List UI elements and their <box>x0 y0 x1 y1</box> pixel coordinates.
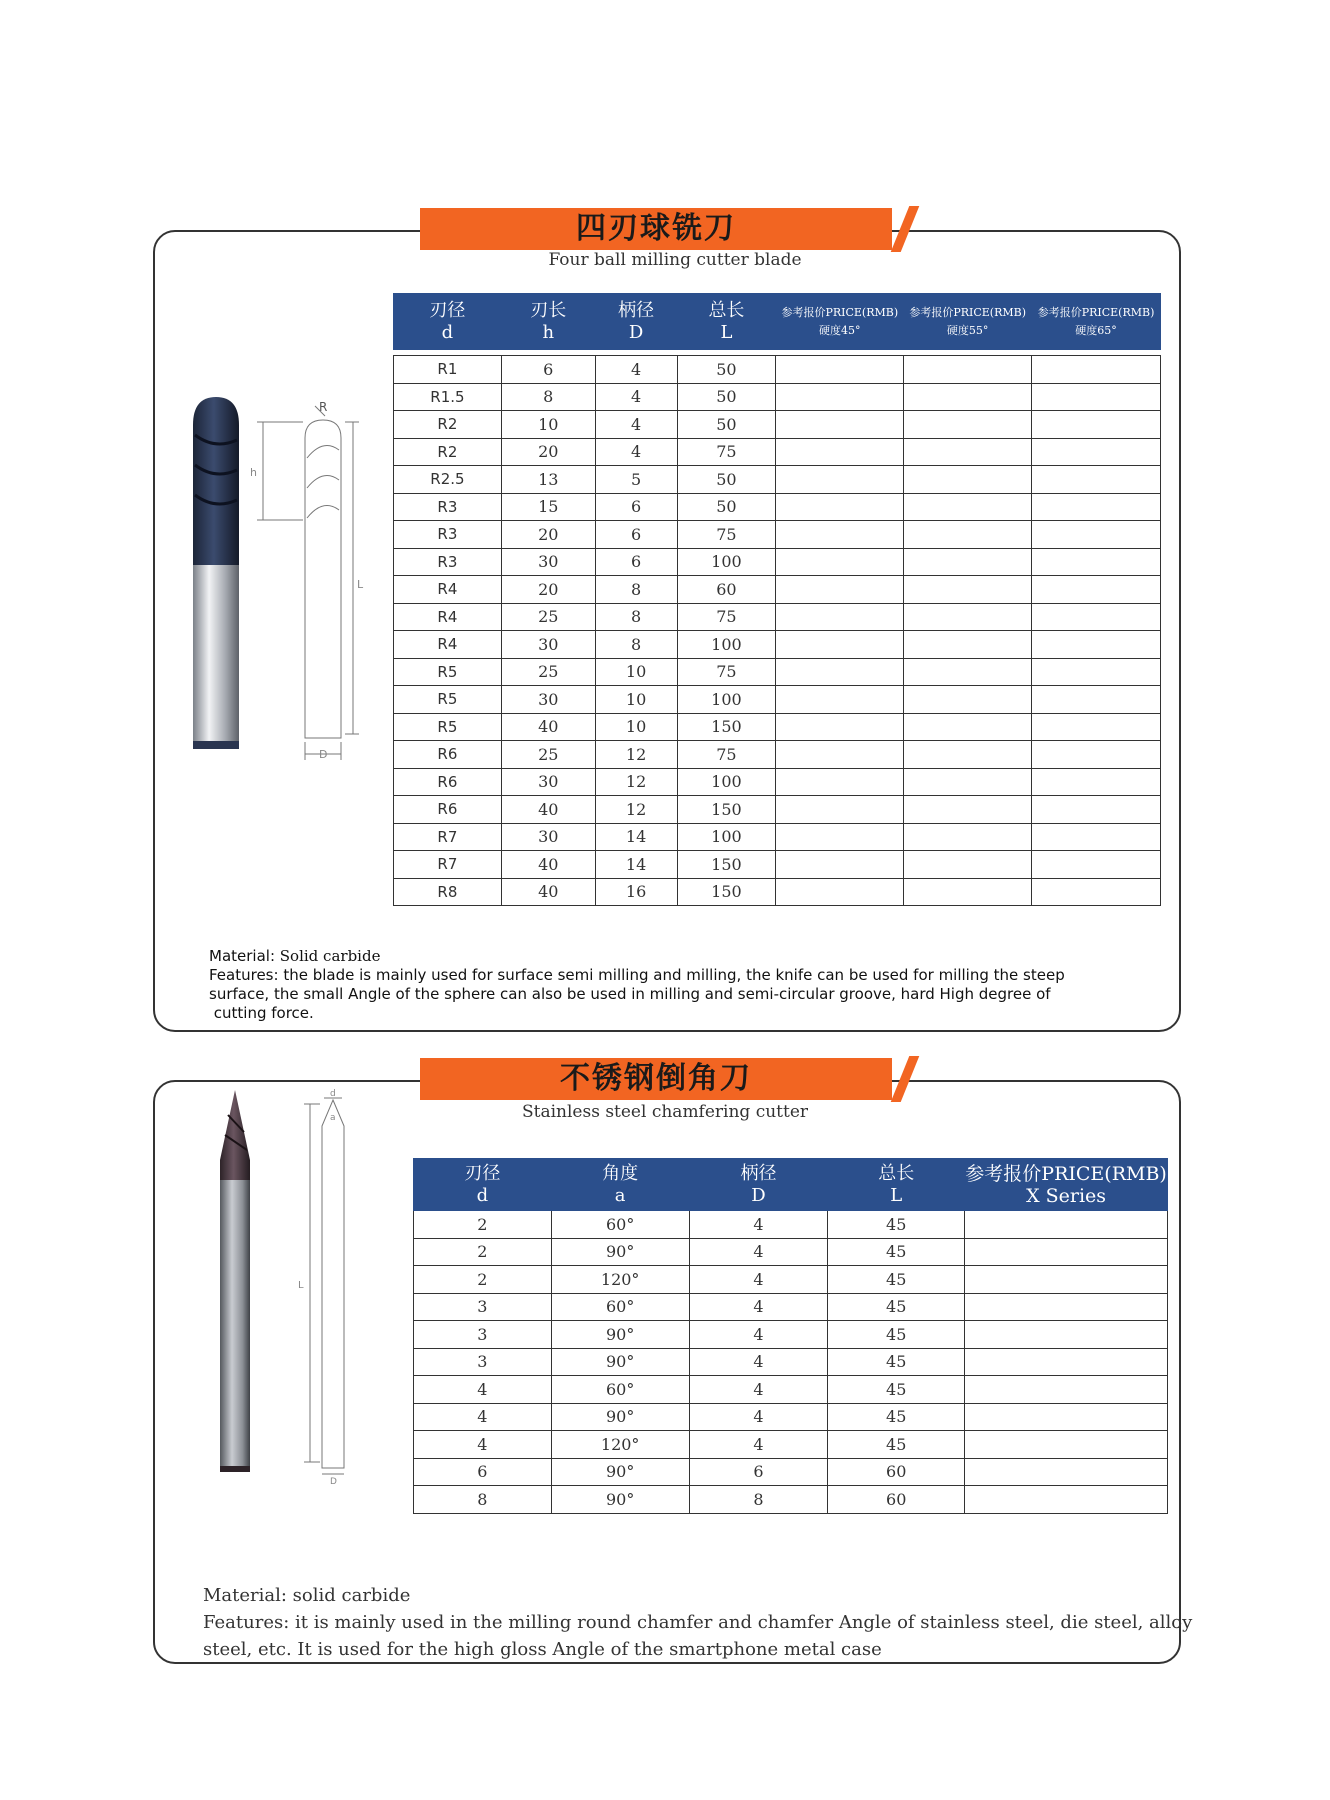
price-cell <box>904 796 1032 824</box>
table-row <box>394 796 1161 824</box>
price-cell <box>965 1348 1168 1376</box>
price-cell <box>1032 438 1161 466</box>
table-cell: 60 <box>828 1486 965 1514</box>
drawing-label-shank: D <box>330 1477 337 1487</box>
table-cell: 50 <box>677 466 776 494</box>
price-cell <box>904 603 1032 631</box>
table-cell: 3 <box>414 1348 552 1376</box>
table-cell: R6 <box>394 741 502 769</box>
table-cell: 8 <box>501 383 595 411</box>
price-cell <box>776 851 904 879</box>
price-cell <box>904 576 1032 604</box>
price-cell <box>1032 878 1161 906</box>
price-cell <box>904 548 1032 576</box>
table-cell: 4 <box>595 438 677 466</box>
ball-end-mill-drawing <box>245 398 385 761</box>
price-cell <box>776 493 904 521</box>
table-cell: 25 <box>501 603 595 631</box>
table-cell: 4 <box>595 411 677 439</box>
price-cell <box>1032 686 1161 714</box>
price-cell <box>904 521 1032 549</box>
features-line-1: Features: it is mainly used in the milling round chamfer and chamfer Angle of stainless steel, die steel, alloy <box>203 1612 1193 1633</box>
table-cell: 45 <box>828 1348 965 1376</box>
table-cell: R2 <box>394 438 502 466</box>
price-cell <box>776 438 904 466</box>
table-cell: R1 <box>394 356 502 384</box>
drawing-label-l: L <box>357 578 364 591</box>
table-cell: 90° <box>551 1321 689 1349</box>
table-row <box>394 768 1161 796</box>
table-row <box>394 741 1161 769</box>
header-price-hrc45: 参考报价PRICE(RMB) 硬度45° <box>776 294 904 350</box>
table-cell: 120° <box>551 1266 689 1294</box>
table-cell: 16 <box>595 878 677 906</box>
table-cell: R6 <box>394 768 502 796</box>
price-cell <box>965 1211 1168 1239</box>
table-row <box>394 713 1161 741</box>
price-cell <box>904 438 1032 466</box>
table-cell: 100 <box>677 686 776 714</box>
table-cell: 50 <box>677 493 776 521</box>
table-cell: 6 <box>689 1458 828 1486</box>
table-row <box>394 576 1161 604</box>
table-cell: 30 <box>501 823 595 851</box>
table-cell: 8 <box>595 576 677 604</box>
table-row <box>394 878 1161 906</box>
table-cell: 60° <box>551 1293 689 1321</box>
table-cell: 4 <box>414 1431 552 1459</box>
table-cell: 75 <box>677 603 776 631</box>
price-cell <box>904 878 1032 906</box>
price-cell <box>776 548 904 576</box>
table-cell: 150 <box>677 878 776 906</box>
table-cell: 4 <box>689 1431 828 1459</box>
table-row <box>414 1431 1168 1459</box>
table-cell: 8 <box>414 1486 552 1514</box>
table-cell: 4 <box>689 1266 828 1294</box>
table-row <box>394 631 1161 659</box>
price-cell <box>776 741 904 769</box>
drawing-label-d: D <box>319 748 328 761</box>
table-row <box>394 521 1161 549</box>
header-shank-diameter: 柄径 D <box>595 294 677 350</box>
table-cell: 45 <box>828 1238 965 1266</box>
table-cell: R4 <box>394 631 502 659</box>
table-cell: 6 <box>595 521 677 549</box>
chamfer-cutter-drawing <box>290 1088 370 1487</box>
price-cell <box>1032 356 1161 384</box>
chamfer-notes <box>203 1582 1192 1663</box>
price-cell <box>965 1321 1168 1349</box>
table-cell: R5 <box>394 686 502 714</box>
table-cell: 75 <box>677 741 776 769</box>
price-cell <box>965 1293 1168 1321</box>
header-total-length: 总长 L <box>828 1159 965 1211</box>
price-cell <box>776 411 904 439</box>
table-cell: 90° <box>551 1403 689 1431</box>
price-cell <box>776 576 904 604</box>
table-row <box>394 658 1161 686</box>
table-cell: R5 <box>394 713 502 741</box>
price-cell <box>965 1266 1168 1294</box>
table-cell: R1.5 <box>394 383 502 411</box>
table-cell: 6 <box>595 493 677 521</box>
table-cell: R3 <box>394 493 502 521</box>
table-cell: R2 <box>394 411 502 439</box>
ball-mill-spec-table <box>393 293 1161 906</box>
table-header-row <box>414 1159 1168 1211</box>
table-cell: 50 <box>677 356 776 384</box>
price-cell <box>965 1403 1168 1431</box>
table-cell: 90° <box>551 1486 689 1514</box>
section-title-banner <box>420 1058 892 1100</box>
table-cell: 10 <box>595 686 677 714</box>
table-cell: 40 <box>501 713 595 741</box>
price-cell <box>904 493 1032 521</box>
table-cell: 120° <box>551 1431 689 1459</box>
table-cell: 60° <box>551 1211 689 1239</box>
table-cell: R7 <box>394 851 502 879</box>
table-row <box>414 1293 1168 1321</box>
table-cell: 60° <box>551 1376 689 1404</box>
table-cell: 14 <box>595 823 677 851</box>
table-cell: 8 <box>689 1486 828 1514</box>
table-cell: 75 <box>677 521 776 549</box>
table-header-row <box>394 294 1161 350</box>
chamfer-cutter-photo <box>210 1090 260 1480</box>
table-cell: R8 <box>394 878 502 906</box>
table-row <box>394 823 1161 851</box>
table-cell: 2 <box>414 1211 552 1239</box>
table-cell: R4 <box>394 603 502 631</box>
table-cell: 10 <box>595 658 677 686</box>
table-cell: R6 <box>394 796 502 824</box>
drawing-label-h: h <box>250 466 257 479</box>
table-cell: 4 <box>595 383 677 411</box>
table-cell: 45 <box>828 1293 965 1321</box>
table-row <box>394 851 1161 879</box>
section-title-cn: 不锈钢倒角刀 <box>560 1061 752 1096</box>
table-cell: 12 <box>595 796 677 824</box>
table-row <box>414 1211 1168 1239</box>
table-cell: 45 <box>828 1321 965 1349</box>
price-cell <box>904 768 1032 796</box>
chamfer-spec-table <box>413 1158 1168 1514</box>
drawing-label-r: R <box>319 400 328 414</box>
price-cell <box>904 823 1032 851</box>
table-cell: 12 <box>595 768 677 796</box>
drawing-label-a: a <box>330 1113 336 1123</box>
table-cell: 30 <box>501 686 595 714</box>
table-row <box>414 1376 1168 1404</box>
table-cell: 13 <box>501 466 595 494</box>
price-cell <box>965 1458 1168 1486</box>
price-cell <box>904 713 1032 741</box>
table-cell: 60 <box>677 576 776 604</box>
table-cell: R3 <box>394 548 502 576</box>
table-cell: 4 <box>689 1211 828 1239</box>
table-row <box>394 493 1161 521</box>
table-cell: 10 <box>595 713 677 741</box>
table-cell: 2 <box>414 1266 552 1294</box>
price-cell <box>1032 796 1161 824</box>
price-cell <box>904 411 1032 439</box>
price-cell <box>776 356 904 384</box>
table-cell: 4 <box>689 1321 828 1349</box>
price-cell <box>776 383 904 411</box>
table-cell: 4 <box>689 1376 828 1404</box>
table-cell: 40 <box>501 878 595 906</box>
price-cell <box>965 1486 1168 1514</box>
table-cell: 90° <box>551 1238 689 1266</box>
material-line: Material: Solid carbide <box>209 947 381 965</box>
ball-mill-table-body <box>394 356 1161 906</box>
price-cell <box>1032 658 1161 686</box>
table-cell: 8 <box>595 631 677 659</box>
section-title-cn: 四刃球铣刀 <box>576 211 736 246</box>
header-angle: 角度 a <box>551 1159 689 1211</box>
table-cell: 150 <box>677 851 776 879</box>
table-cell: 60 <box>828 1458 965 1486</box>
table-cell: 100 <box>677 768 776 796</box>
price-cell <box>776 603 904 631</box>
table-cell: 75 <box>677 658 776 686</box>
header-price-hrc65: 参考报价PRICE(RMB) 硬度65° <box>1032 294 1161 350</box>
table-row <box>394 438 1161 466</box>
price-cell <box>1032 851 1161 879</box>
header-price-hrc55: 参考报价PRICE(RMB) 硬度55° <box>904 294 1032 350</box>
table-cell: 4 <box>689 1238 828 1266</box>
table-cell: 40 <box>501 796 595 824</box>
table-cell: R4 <box>394 576 502 604</box>
price-cell <box>1032 466 1161 494</box>
price-cell <box>1032 603 1161 631</box>
table-cell: R2.5 <box>394 466 502 494</box>
price-cell <box>776 658 904 686</box>
price-cell <box>904 383 1032 411</box>
table-cell: 45 <box>828 1211 965 1239</box>
table-cell: 8 <box>595 603 677 631</box>
header-price-x-series: 参考报价PRICE(RMB) X Series <box>965 1159 1168 1211</box>
table-row <box>414 1266 1168 1294</box>
table-cell: 45 <box>828 1376 965 1404</box>
table-cell: 45 <box>828 1266 965 1294</box>
ball-end-mill-photo <box>185 395 247 755</box>
drawing-label-d: d <box>330 1089 336 1099</box>
price-cell <box>1032 521 1161 549</box>
price-cell <box>776 521 904 549</box>
material-line: Material: solid carbide <box>203 1585 411 1606</box>
table-row <box>414 1486 1168 1514</box>
table-cell: 90° <box>551 1458 689 1486</box>
table-cell: 14 <box>595 851 677 879</box>
price-cell <box>904 741 1032 769</box>
price-cell <box>904 631 1032 659</box>
table-row <box>394 686 1161 714</box>
table-cell: 75 <box>677 438 776 466</box>
table-cell: 25 <box>501 741 595 769</box>
table-cell: 4 <box>414 1403 552 1431</box>
table-cell: 3 <box>414 1321 552 1349</box>
table-cell: 30 <box>501 768 595 796</box>
table-row <box>394 603 1161 631</box>
table-row <box>394 411 1161 439</box>
price-cell <box>1032 768 1161 796</box>
table-row <box>414 1403 1168 1431</box>
price-cell <box>965 1431 1168 1459</box>
table-cell: 100 <box>677 823 776 851</box>
table-cell: 50 <box>677 383 776 411</box>
table-cell: 6 <box>501 356 595 384</box>
table-cell: 4 <box>414 1376 552 1404</box>
price-cell <box>776 466 904 494</box>
price-cell <box>904 356 1032 384</box>
table-cell: 20 <box>501 438 595 466</box>
features-line-3: cutting force. <box>209 1004 314 1022</box>
header-blade-length: 刃长 h <box>501 294 595 350</box>
table-cell: 4 <box>689 1403 828 1431</box>
table-cell: 10 <box>501 411 595 439</box>
features-line-1: Features: the blade is mainly used for surface semi milling and milling, the knife can be used for milling the steep <box>209 966 1065 984</box>
table-cell: 150 <box>677 713 776 741</box>
price-cell <box>776 796 904 824</box>
table-cell: 100 <box>677 631 776 659</box>
ball-mill-notes <box>209 947 1065 1023</box>
chamfer-table-body <box>414 1211 1168 1514</box>
header-shank-diameter: 柄径 D <box>689 1159 828 1211</box>
table-row <box>414 1458 1168 1486</box>
price-cell <box>1032 741 1161 769</box>
price-cell <box>776 768 904 796</box>
table-cell: 25 <box>501 658 595 686</box>
table-cell: 50 <box>677 411 776 439</box>
table-row <box>394 356 1161 384</box>
price-cell <box>1032 576 1161 604</box>
table-cell: 6 <box>595 548 677 576</box>
price-cell <box>904 658 1032 686</box>
table-cell: 5 <box>595 466 677 494</box>
table-cell: 20 <box>501 521 595 549</box>
price-cell <box>904 466 1032 494</box>
table-row <box>414 1321 1168 1349</box>
table-row <box>394 548 1161 576</box>
price-cell <box>776 823 904 851</box>
table-cell: 4 <box>595 356 677 384</box>
price-cell <box>1032 411 1161 439</box>
table-cell: 6 <box>414 1458 552 1486</box>
table-cell: 30 <box>501 631 595 659</box>
price-cell <box>965 1238 1168 1266</box>
section-title-banner <box>420 208 892 250</box>
section-subtitle-en: Four ball milling cutter blade <box>548 250 802 270</box>
price-cell <box>1032 548 1161 576</box>
header-blade-diameter: 刃径 d <box>414 1159 552 1211</box>
price-cell <box>1032 493 1161 521</box>
table-cell: 100 <box>677 548 776 576</box>
table-cell: 15 <box>501 493 595 521</box>
table-cell: 30 <box>501 548 595 576</box>
section-subtitle-en: Stainless steel chamfering cutter <box>521 1102 809 1122</box>
table-cell: R7 <box>394 823 502 851</box>
table-cell: 150 <box>677 796 776 824</box>
table-cell: 45 <box>828 1431 965 1459</box>
table-cell: R3 <box>394 521 502 549</box>
price-cell <box>776 713 904 741</box>
table-cell: 20 <box>501 576 595 604</box>
table-cell: 2 <box>414 1238 552 1266</box>
price-cell <box>1032 383 1161 411</box>
price-cell <box>965 1376 1168 1404</box>
price-cell <box>904 686 1032 714</box>
table-cell: 3 <box>414 1293 552 1321</box>
price-cell <box>904 851 1032 879</box>
price-cell <box>776 686 904 714</box>
table-row <box>394 383 1161 411</box>
header-total-length: 总长 L <box>677 294 776 350</box>
table-cell: 90° <box>551 1348 689 1376</box>
drawing-label-l: L <box>298 1280 304 1291</box>
table-cell: 4 <box>689 1293 828 1321</box>
header-blade-diameter: 刃径 d <box>394 294 502 350</box>
table-row <box>394 466 1161 494</box>
table-row <box>414 1238 1168 1266</box>
table-cell: 45 <box>828 1403 965 1431</box>
features-line-2: surface, the small Angle of the sphere can also be used in milling and semi-circular groove, hard High degree of <box>209 985 1051 1003</box>
price-cell <box>1032 823 1161 851</box>
table-cell: R5 <box>394 658 502 686</box>
table-row <box>414 1348 1168 1376</box>
table-cell: 12 <box>595 741 677 769</box>
features-line-2: steel, etc. It is used for the high gloss Angle of the smartphone metal case <box>203 1639 882 1660</box>
table-cell: 40 <box>501 851 595 879</box>
price-cell <box>1032 631 1161 659</box>
price-cell <box>776 878 904 906</box>
table-cell: 4 <box>689 1348 828 1376</box>
price-cell <box>776 631 904 659</box>
price-cell <box>1032 713 1161 741</box>
